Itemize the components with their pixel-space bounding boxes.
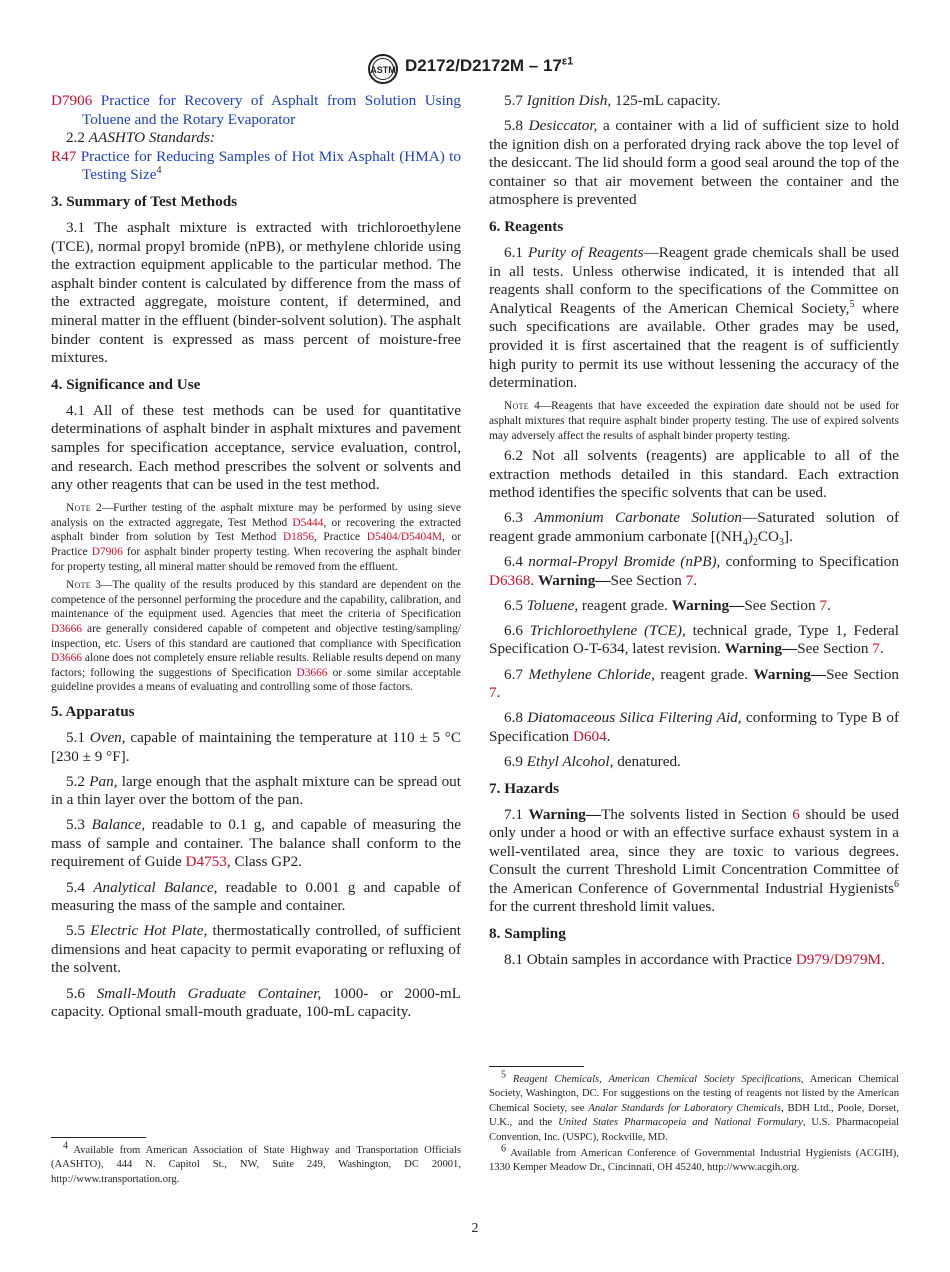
paragraph-6-3: 6.3 Ammonium Carbonate Solution—Saturated solution of reagent grade ammonium carbonate $[(NH_4)_2CO_3]$. [489,509,900,548]
link-d5404[interactable]: D5404/D5404M [366,531,443,544]
paragraph-6-5: 6.5 Toluene, reagent grade. Warning—See Section 7. [504,596,831,614]
link-d3666-c[interactable]: D3666 [296,666,328,679]
paragraph-6-9: 6.9 Ethyl Alcohol, denatured. [504,752,681,770]
paragraph-4-1: 4.1 All of these test methods can be used for quantitative determinations of asphalt binder in asphalt mixtures and pavement samples for specification acceptance, service evaluation, control, and research. Each method prescribes the solvent or solvents and any other reagents that can be used in the test method. [51,401,461,494]
paragraph-5-7: 5.7 Ignition Dish, 125-mL capacity. [504,92,721,109]
section-8-heading: 8. Sampling [489,925,566,943]
paragraph-5-6: 5.6 Small-Mouth Graduate Container, 1000- or 2000-mL capacity. Optional small-mouth graduate, 100-mL capacity. [51,984,462,1021]
astm-logo-icon [366,53,400,85]
paragraph-5-2: 5.2 Pan, large enough that the asphalt mixture can be spread out in a thin layer over the bottom of the pan. [51,772,461,809]
page-number: 2 [471,1221,479,1236]
note-3: Note 3—The quality of the results produced by this standard are dependent on the competence of the personnel performing the procedure and the capability, calibration, and maintenance of the equipment used. Agencies that meet the criteria of Specification D3666 are generally considered capable of competent and objective testing/sampling/ inspection, etc. Users of this standard are cautioned that compliance with Specification D3666 alone does not completely ensure reliable results. Reliable results depend on many factors; following the suggestions of Specification D3666 or some similar acceptable guideline provides a means of evaluating and controlling some of those factors. [51,579,461,694]
note-4: Note 4—Reagents that have exceeded the expiration date should not be used for asphalt mixtures that require asphalt binder property testing. The use of expired solvents may adversely affect the results of asphalt binder property testing. [489,400,899,442]
link-d7906-title[interactable]: Practice for Recovery of Asphalt from Solution Using Toluene and the Rotary Evaporator [82,92,461,128]
paragraph-6-7: 6.7 Methylene Chloride, reagent grade. Warning—See Section 7. [489,665,900,702]
epsilon-superscript: ε1 [561,55,574,68]
page-header [0,53,950,85]
paragraph-5-5: 5.5 Electric Hot Plate, thermostatically controlled, of sufficient dimensions and heat capacity to permit evaporating or refluxing of the solvent. [51,922,462,977]
link-d3666-a[interactable]: D3666 [51,622,83,635]
paragraph-6-1: 6.1 Purity of Reagents—Reagent grade chemicals shall be used in all tests. Unless otherwise indicated, it is intended that all reagents shall conform to the specifications of the Committee on Analytical Reagents of the American Chemical Society,$^5$ where such specifications are available. Other grades may be used, provided it is first ascertained that the reagent is of sufficiently high purity to permit its use without lessening the accuracy of the determination. [489,244,900,392]
link-d7906[interactable]: D7906 [51,92,93,109]
footnotes-left [51,1137,461,1189]
paragraph-7-1: 7.1 Warning—The solvents listed in Section 6 should be used only under a hood or with an effective surface exhaust system in a well-ventilated area, since they are toxic to various degrees. Consult the current Threshold Limit Concentration Committee of the American Conference of Governmental Industrial Hygienists$^6$ for the current threshold limit values. [489,805,900,916]
footnote-6: $^6$ Available from American Conference of Governmental Industrial Hygienists (ACGIH), 1330 Kemper Meadow Dr., Cincinnati, OH 45240, http://www.acgih.org. [489,1143,899,1174]
footnote-divider [51,1137,146,1138]
link-r47[interactable]: R47 [51,147,77,165]
paragraph-5-1: 5.1 Oven, capable of maintaining the temperature at 110 ± 5 °C [230 ± 9 °F]. [51,728,461,765]
footnotes-right [489,1066,899,1178]
section-5-heading: 5. Apparatus [51,702,135,720]
link-section-7-b[interactable]: 7 [819,596,827,614]
left-column [51,92,461,1028]
link-section-7-c[interactable]: 7 [872,640,880,658]
reference-r47 [51,148,461,185]
link-r47-title[interactable]: Practice for Reducing Samples of Hot Mix Asphalt (HMA) to Testing Size [80,147,461,184]
link-section-7-d[interactable]: 7 [489,684,497,702]
footnote-4: $^4$ Available from American Association of State Highway and Transportation Officials (AASHTO), 444 N. Capitol St., NW, Suite 249, Washington, DC 20001, http://www.transportation.org. [51,1140,461,1185]
note-2: Note 2—Further testing of the asphalt mixture may be performed by using sieve analysis on the extracted aggregate, Test Method D5444, or recovering the extracted asphalt binder from solution by Test Method D1856, Practice D5404/D5404M, or Practice D7906 for asphalt binder property testing. When recovering the asphalt binder for property testing, all mineral matter should be removed from the effluent. [51,502,461,573]
section-3-heading: 3. Summary of Test Methods [51,192,238,210]
paragraph-5-3: 5.3 Balance, readable to 0.1 g, and capable of measuring the mass of sample and container. The balance shall conform to the requirement of Guide D4753, Class GP2. [51,816,461,871]
link-d604[interactable]: D604 [572,727,607,745]
link-d5444[interactable]: D5444 [292,516,324,529]
footnote-5: $^5$ Reagent Chemicals, American Chemical Society Specifications, American Chemical Society, Washington, DC. For suggestions on the testing of reagents not listed by the American Chemical Society, see Analar Standards for Laboratory Chemicals, BDH Ltd., Poole, Dorset, U.K., and the United States Pharmacopeia and National Formulary, U.S. Pharmacopeial Convention, Inc. (USPC), Rockville, MD. [489,1069,899,1143]
paragraph-5-4: 5.4 Analytical Balance, readable to 0.001 g and capable of measuring the mass of the sample and container. [51,878,461,915]
footnote-ref-5: 5 [849,298,855,310]
footnote-ref-6: 6 [894,878,899,890]
paragraph-6-6: 6.6 Trichloroethylene (TCE), technical grade, Type 1, Federal Specification O-T-634, latest revision. Warning—See Section 7. [489,621,899,658]
link-d979[interactable]: D979/D979M [795,951,882,969]
link-d6368[interactable]: D6368 [489,571,531,589]
link-d1856[interactable]: D1856 [282,531,314,544]
link-section-6[interactable]: 6 [792,805,800,823]
link-section-7-a[interactable]: 7 [685,571,694,589]
section-7-heading: 7. Hazards [489,779,560,797]
link-d4753[interactable]: D4753 [185,853,227,871]
svg-text:ASTM: ASTM [370,65,396,75]
paragraph-6-4: 6.4 normal-Propyl Bromide (nPB), conforming to Specification D6368. Warning—See Section 7. [489,553,899,589]
footnote-ref-4: 4 [156,165,162,177]
paragraph-3-1: 3.1 The asphalt mixture is extracted with trichloroethylene (TCE), normal propyl bromide (nPB), or methylene chloride using the extraction equipment applicable to the particular method. The asphalt binder content is calculated by difference from the mass of the extracted aggregate, moisture content, if determined, and mineral matter in the effluent (binder-solvent solution). The asphalt binder content is expressed as mass percent of moisture-free mixtures. [51,218,461,367]
paragraph-6-2: 6.2 Not all solvents (reagents) are applicable to all of the extraction methods detailed in this standard. Each extraction method identifies the specific solvents that can be used. [489,447,899,502]
reference-d7906 [51,92,461,129]
paragraph-8-1: 8.1 Obtain samples in accordance with Practice D979/D979M. [504,951,885,969]
footnote-divider [489,1066,584,1067]
paragraph-6-8: 6.8 Diatomaceous Silica Filtering Aid, conforming to Type B of Specification D604. [489,709,899,745]
document-designation: $D2172/D2172M - 17^{\varepsilon 1}$ [405,55,574,75]
link-d3666-b[interactable]: D3666 [51,652,83,665]
paragraph-5-8: 5.8 Desiccator, a container with a lid of sufficient size to hold the ignition dish on a perforated drying rack above the top level of the desiccant. The lid should form a good seal around the top of the container so that air movement between the container and the atmosphere is prevented [489,117,899,209]
right-column [489,92,899,976]
section-4-heading: 4. Significance and Use [51,375,201,393]
section-6-heading: 6. Reagents [489,218,564,236]
link-d7906-note[interactable]: D7906 [91,545,123,558]
aashto-standards-heading: 2.2 AASHTO Standards: [66,129,215,147]
